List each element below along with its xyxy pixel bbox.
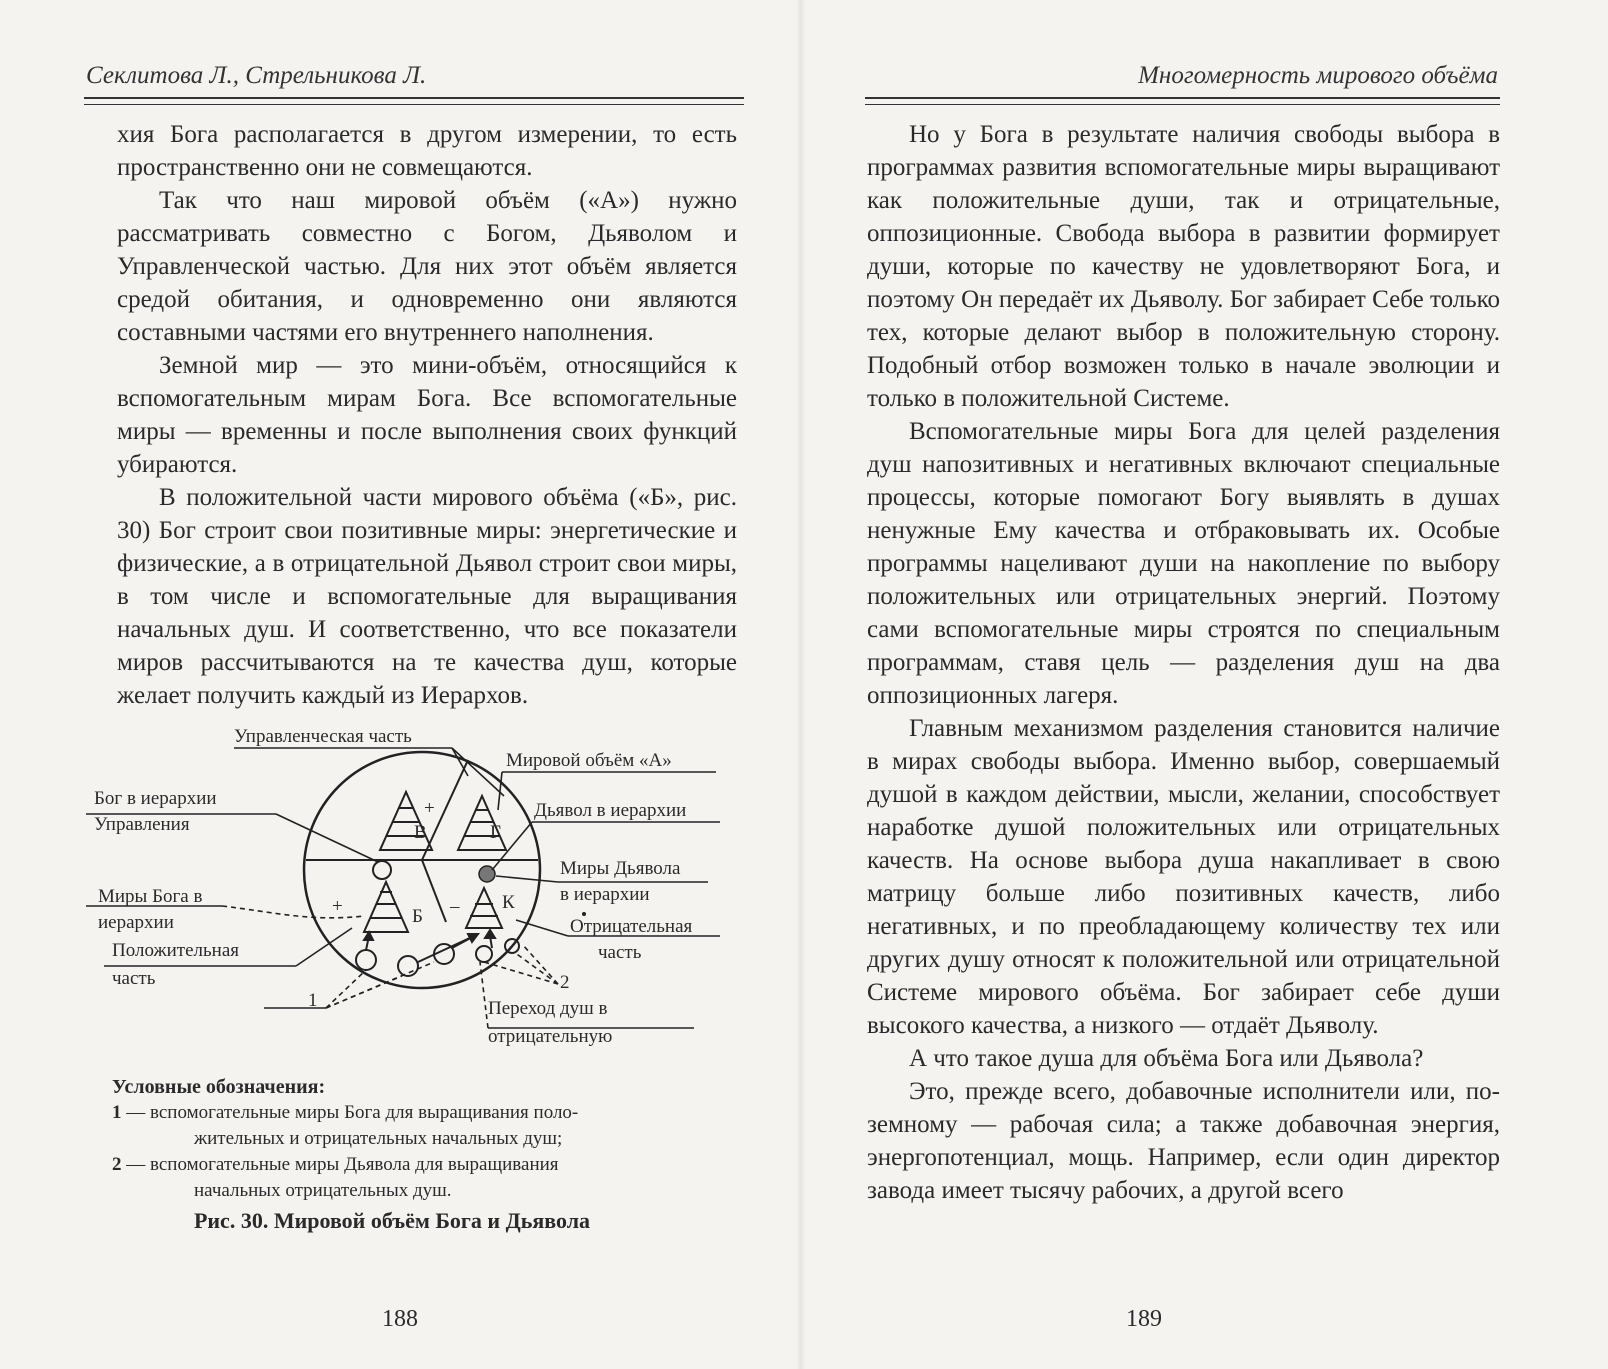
legend-text: жительных и отрицательных начальных душ; [194, 1128, 563, 1149]
paragraph: А что такое душа для объёма Бога или Дьявола? [909, 1045, 1424, 1072]
label-polozhitelnaya-chast: часть [112, 968, 156, 989]
diagram-legend [112, 1074, 732, 1204]
label-otricatelnaya-chast: часть [598, 942, 642, 963]
paragraph: Так что наш мировой объём («А») нужно рассматривать совместно с Богом, Дьяволом и Управленческой частью. Для них этот объём является средой обитания, и одновременно они являются составными частями его внутреннего наполнения. [117, 187, 737, 346]
legend-item [112, 1152, 732, 1204]
world-volume-circle [304, 752, 540, 988]
label-dyavol-v-ierarhii: Дьявол в иерархии [534, 800, 687, 821]
label-upravleniya: Управления [94, 814, 190, 835]
paragraph: В положительной части мирового объёма («Б», рис. 30) Бог строит свои позитивные миры: энергетические и физические, а в отрицательной Дьявол строит свои миры, в том числе и вспомогательные для выращивания начальных душ. И соответственно, что все показатели миров рассчитываются на те качества душ, которые желает получить каждый из Иерархов. [117, 484, 737, 709]
paragraph: Главным механизмом разделения становится наличие в мирах свободы выбора. Именно выбор, совершаемый душой в каждом действии, мысли, желании, способствует наработке душой положительных или отрицательных качеств. На основе выбора душа накапливает в свою матрицу больше либо позитивных качеств, либо негативных, и по преобладающему количеству тех или других душу относят к положительной или отрицательной Системе мирового объёма. Бог забирает себе души высокого качества, а низкого — отдаёт Дьяволу. [867, 715, 1500, 1039]
minus-sign: – [478, 798, 488, 819]
page-number: 188 [382, 1306, 418, 1332]
right-running-header: Многомерность мирового объёма [1138, 62, 1498, 89]
figure-caption: Рис. 30. Мировой объём Бога и Дьявола [193, 1208, 591, 1233]
label-b: Б [412, 906, 423, 927]
divider-lower [422, 860, 446, 922]
label-num1: 1 [308, 990, 318, 1011]
label-ierarhii: иерархии [98, 912, 174, 933]
legend-item [112, 1100, 732, 1152]
paragraph: Земной мир — это мини-объём, относящийся к вспомогательным мирам Бога. Все вспомогательные миры — временны и после выполнения своих функций убираются. [117, 352, 737, 478]
label-otricatelnaya: Отрицательная [570, 916, 693, 937]
label-upravlencheskaya: Управленческая часть [234, 726, 412, 747]
left-body-text [117, 118, 737, 712]
paragraph: Это, прежде всего, добавочные исполнители или, по-земному — рабочая сила; а также добавочная энергия, энергопотенциал, мощь. Например, если один директор завода имеет тысячу рабочих, а другой всего [867, 1078, 1500, 1204]
label-v-ierarhii: в иерархии [560, 884, 650, 905]
right-page [800, 0, 1608, 1369]
paragraph: Но у Бога в результате наличия свободы выбора в программах развития вспомогательные миры выращивают как положительные души, так и отрицательные, оппозиционные. Свобода выбора в развитии формирует души, которые по качеству не удовлетворяют Бога, и поэтому Он передаёт их Дьяволу. Бог забирает Себе только тех, которые делают выбор в положительную сторону. Подобный отбор возможен только в начале эволюции и только в положительной Системе. [867, 121, 1500, 412]
label-miry-boga: Миры Бога в [98, 886, 203, 907]
legend-number: 1 [112, 1102, 122, 1123]
label-bog-v-ierarhii: Бог в иерархии [94, 788, 217, 809]
world-volume-diagram [84, 722, 764, 1074]
legend-text: — вспомогательные миры Дьявола для выращивания [121, 1154, 559, 1175]
label-g: Г [490, 822, 501, 843]
triangle-b [364, 882, 408, 932]
minus-sign: – [450, 896, 460, 917]
paragraph: хия Бога располагается в другом измерении, то есть пространственно они не совмещаются. [117, 121, 737, 181]
label-mirovoy-obem-a: Мировой объём «А» [506, 750, 672, 771]
legend-text: начальных отрицательных душ. [194, 1180, 452, 1201]
label-v-otricatelnuyu: отрицательную [488, 1026, 613, 1047]
left-running-header: Секлитова Л., Стрельникова Л. [86, 62, 427, 89]
label-miry-dyavola: Миры Дьявола [560, 858, 681, 879]
label-v: В [414, 822, 427, 843]
legend-title: Условные обозначения: [112, 1076, 326, 1098]
label-perehod: Переход душ в [488, 998, 608, 1019]
triangle-k [466, 888, 502, 928]
right-body-text [867, 118, 1500, 1207]
label-k: К [502, 892, 515, 913]
label-num2: 2 [560, 972, 570, 993]
legend-text: — вспомогательные миры Бога для выращивания поло- [121, 1102, 579, 1123]
legend-number: 2 [112, 1154, 122, 1175]
left-header-rule [84, 97, 744, 105]
label-polozhitelnaya: Положительная [112, 940, 239, 961]
plus-sign: + [332, 896, 343, 917]
left-page [0, 0, 800, 1369]
right-header-rule [865, 97, 1500, 105]
paragraph: Вспомогательные миры Бога для целей разделения душ напозитивных и негативных включают специальные процессы, которые помогают Богу выявлять в душах ненужные Ему качества и отбраковывать их. Особые программы нацеливают души на накопление по выбору положительных или отрицательных энергий. Поэтому сами вспомогательные миры строятся по специальным программам, ставя цель — разделения душ на два оппозиционных лагеря. [867, 418, 1500, 709]
plus-sign: + [424, 798, 435, 819]
page-number: 189 [1126, 1306, 1162, 1332]
